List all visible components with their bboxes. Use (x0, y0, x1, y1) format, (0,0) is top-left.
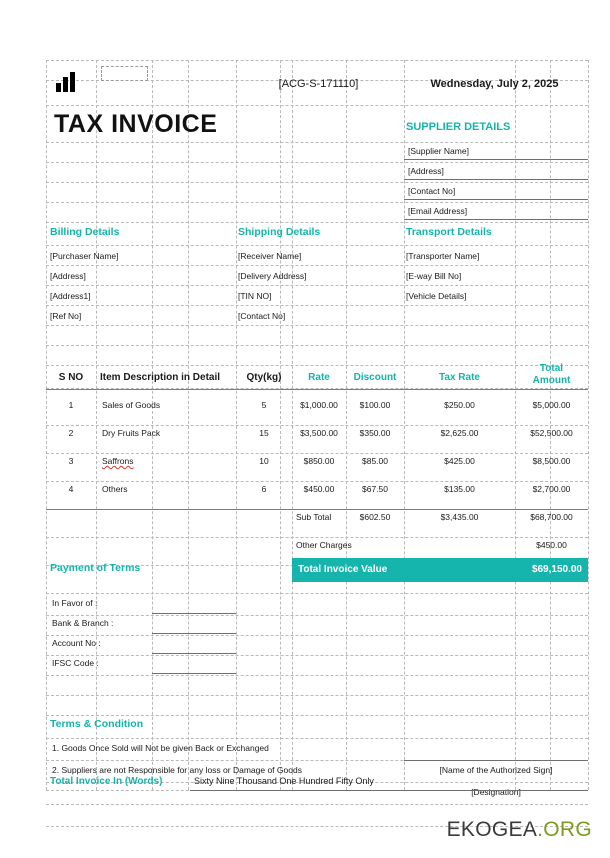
grid-hline (46, 804, 588, 805)
total-invoice-value-amount: $69,150.00 (531, 564, 582, 575)
logo-placeholder-box[interactable] (101, 66, 148, 81)
cell-description: Sales of Goods (102, 400, 161, 410)
payment-account-no-label: Account No : (52, 638, 101, 648)
supplier-name-field[interactable]: [Supplier Name] (404, 146, 588, 160)
subtotal-amount: $68,700.00 (530, 512, 573, 522)
subtotal-label: Sub Total (296, 512, 332, 522)
shipping-delivery-address[interactable]: [Delivery Address] (238, 271, 307, 281)
watermark (447, 818, 592, 842)
transport-vehicle-details[interactable]: [Vehicle Details] (406, 291, 467, 301)
column-header-discount: Discount (353, 372, 397, 383)
other-charges-label: Other Charges (296, 540, 352, 550)
cell-qty: 10 (259, 456, 269, 466)
watermark-tld: .ORG (537, 818, 592, 841)
watermark-brand: EKOGEA (446, 818, 538, 841)
shipping-contact-no[interactable]: [Contact No] (238, 311, 286, 321)
payment-ifsc-code-label: IFSC Code : (52, 658, 99, 668)
supplier-contact-field[interactable]: [Contact No] (404, 186, 588, 200)
column-header-total-amount-line1: Total (539, 363, 564, 374)
cell-qty: 5 (261, 400, 267, 410)
terms-line-2: 2. Suppliers are not Responsible for any loss or Damage of Goods (52, 765, 302, 775)
column-header-tax-rate: Tax Rate (439, 372, 480, 383)
supplier-address-field[interactable]: [Address] (404, 166, 588, 180)
subtotal-tax-rate: $3,435.00 (440, 512, 479, 522)
payment-terms-heading: Payment of Terms (50, 562, 141, 574)
grid-vline (588, 60, 589, 790)
cell-discount: $67.50 (362, 484, 388, 494)
cell-rate: $850.00 (303, 456, 335, 466)
bar-chart-icon (56, 72, 75, 92)
invoice-date: Wednesday, July 2, 2025 (430, 78, 559, 90)
column-header-qty: Qty(kg) (246, 372, 282, 383)
cell-amount: $52,500.00 (530, 428, 573, 438)
table-footer-rule (46, 509, 588, 510)
cell-sno: 4 (68, 484, 74, 494)
signature-rule (404, 760, 588, 761)
cell-description: Saffrons (102, 456, 134, 466)
invoice-number: [ACG-S-171110] (278, 78, 359, 90)
total-invoice-value-row (292, 558, 588, 582)
column-header-total-amount-line2: Amount (532, 375, 571, 386)
cell-discount: $350.00 (359, 428, 391, 438)
terms-condition-heading: Terms & Condition (50, 718, 144, 730)
terms-line-1: 1. Goods Once Sold will Not be given Back or Exchanged (52, 743, 269, 753)
shipping-details-heading: Shipping Details (238, 226, 321, 238)
column-header-sno: S NO (58, 372, 84, 383)
cell-tax-rate: $135.00 (444, 484, 475, 494)
total-in-words-value: Sixty Nine Thousand One Hundred Fifty Only (194, 776, 374, 786)
total-in-words-rule (190, 790, 588, 791)
invoice-content (46, 60, 588, 797)
payment-bank-branch-input[interactable] (152, 633, 236, 634)
cell-description: Others (102, 484, 128, 494)
cell-tax-rate: $250.00 (444, 400, 475, 410)
cell-description: Dry Fruits Pack (102, 428, 161, 438)
total-invoice-value-label: Total Invoice Value (298, 564, 388, 575)
billing-address[interactable]: [Address] (50, 271, 86, 281)
cell-rate: $1,000.00 (300, 400, 338, 410)
shipping-tin-no[interactable]: [TIN NO] (238, 291, 272, 301)
billing-details-heading: Billing Details (50, 226, 120, 238)
column-header-rate: Rate (308, 372, 330, 383)
supplier-email-field[interactable]: [Email Address] (404, 206, 588, 220)
authorized-signatory-name: [Name of the Authorized Sign] (439, 765, 553, 775)
payment-in-favor-of-label: In Favor of : (52, 598, 98, 608)
cell-qty: 15 (259, 428, 269, 438)
billing-ref-no[interactable]: [Ref No] (50, 311, 82, 321)
shipping-receiver-name[interactable]: [Receiver Name] (238, 251, 302, 261)
supplier-details-heading: SUPPLIER DETAILS (406, 121, 511, 133)
cell-tax-rate: $425.00 (444, 456, 475, 466)
column-header-description: Item Description in Detail (100, 372, 221, 383)
billing-purchaser-name[interactable]: [Purchaser Name] (50, 251, 119, 261)
cell-rate: $3,500.00 (300, 428, 338, 438)
total-in-words-label: Total Invoice In (Words) (50, 776, 163, 787)
cell-amount: $2,700.00 (532, 484, 571, 494)
transport-details-heading: Transport Details (406, 226, 492, 238)
cell-amount: $8,500.00 (532, 456, 571, 466)
subtotal-discount: $602.50 (359, 512, 391, 522)
cell-sno: 1 (68, 400, 74, 410)
cell-tax-rate: $2,625.00 (440, 428, 479, 438)
cell-qty: 6 (261, 484, 267, 494)
page-title: TAX INVOICE (54, 110, 218, 138)
cell-amount: $5,000.00 (532, 400, 571, 410)
payment-bank-branch-label: Bank & Branch : (52, 618, 114, 628)
cell-sno: 3 (68, 456, 74, 466)
other-charges-amount: $450.00 (536, 540, 567, 550)
cell-sno: 2 (68, 428, 74, 438)
authorized-signatory-designation: [Designation] (471, 787, 521, 797)
payment-in-favor-of-input[interactable] (152, 613, 236, 614)
transport-eway-bill-no[interactable]: [E-way Bill No] (406, 271, 462, 281)
payment-ifsc-code-input[interactable] (152, 673, 236, 674)
table-header-rule (46, 389, 588, 390)
cell-discount: $85.00 (362, 456, 388, 466)
cell-rate: $450.00 (303, 484, 335, 494)
payment-account-no-input[interactable] (152, 653, 236, 654)
cell-discount: $100.00 (359, 400, 391, 410)
billing-address1[interactable]: [Address1] (50, 291, 91, 301)
transport-transporter-name[interactable]: [Transporter Name] (406, 251, 480, 261)
